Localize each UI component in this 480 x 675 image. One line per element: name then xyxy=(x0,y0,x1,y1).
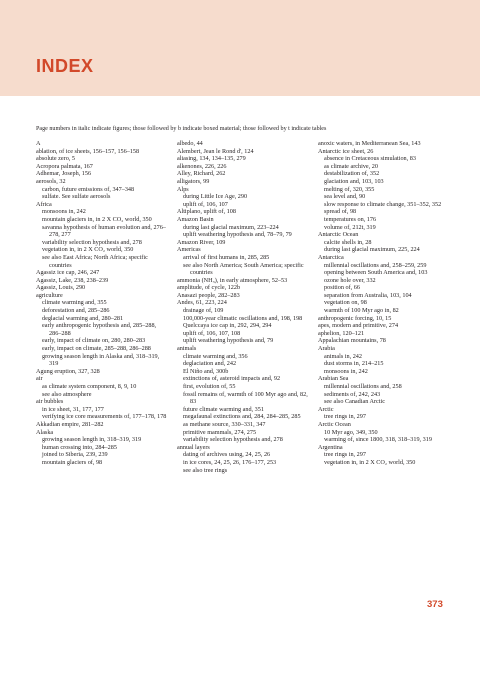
index-entry: alkenones, 226, 226 xyxy=(177,162,227,170)
index-entry: Anasazi people, 282–283 xyxy=(177,291,240,299)
index-subentry: climate warming and, 355 xyxy=(42,299,107,307)
index-subentry: tree rings in, 297 xyxy=(324,413,366,421)
index-subentry: spread of, 98 xyxy=(324,208,357,216)
index-entry: Americas xyxy=(177,246,201,254)
index-subentry: 100,000-year climatic oscillations and, 198, 198 xyxy=(183,314,303,322)
index-subentry: future climate warming and, 351 xyxy=(183,405,264,413)
index-subentry: vegetation on, 98 xyxy=(324,299,367,307)
index-subentry: during last glacial maximum, 223–224 xyxy=(183,223,279,231)
index-subentry: extinctions of, asteroid impacts and, 92 xyxy=(183,375,281,383)
index-subentry: warmth of 100 Myr ago in, 82 xyxy=(324,307,399,315)
index-entry: Antarctic Ocean xyxy=(318,231,359,239)
index-subentry: millennial oscillations and, 258–259, 259 xyxy=(324,261,427,269)
index-subentry: first, evolution of, 55 xyxy=(183,383,236,390)
index-subentry: vegetation in, in 2 X CO₂ world, 350 xyxy=(324,458,416,466)
index-subentry: primitive mammals, 274, 275 xyxy=(183,428,257,436)
index-subentry: millennial oscillations and, 258 xyxy=(324,383,402,390)
index-entry: Acropora palmata, 167 xyxy=(36,162,93,170)
index-column-1 xyxy=(36,140,170,467)
index-subentry: opening between South America and, 103 xyxy=(324,269,428,277)
index-subentry: sulfate. See sulfate aerosols xyxy=(42,193,111,201)
index-subentry: melting of, 320, 355 xyxy=(324,185,375,193)
index-subentry: see also Canadian Arctic xyxy=(324,398,385,406)
index-subentry: 10 Myr ago, 349, 350 xyxy=(324,428,378,436)
index-entry: Adhemar, Joseph, 156 xyxy=(36,170,92,178)
index-subentry: drainage of, 109 xyxy=(183,307,224,315)
index-entry: anthropogenic forcing, 10, 15 xyxy=(318,314,392,322)
index-subentry: animals in, 242 xyxy=(324,352,362,360)
index-entry: Africa xyxy=(36,200,52,208)
index-intro-note: Page numbers in italic indicate figures; those followed by b indicate boxed material; those followed by t indicate tables xyxy=(36,126,327,132)
index-subentry: mountain glaciers of, 98 xyxy=(42,458,103,466)
index-entry: absolute zero, 5 xyxy=(36,155,76,163)
index-subentry: glaciation and, 103, 103 xyxy=(324,177,384,185)
index-entry: Arabian Sea xyxy=(318,375,349,383)
index-entry: Arctic xyxy=(318,405,334,413)
index-entry: albedo, 44 xyxy=(177,140,203,147)
index-subentry: megafaunal extinctions and, 284, 284–285, 285 xyxy=(183,413,301,421)
index-subentry: slow response to climate change, 351–352, 352 xyxy=(324,200,442,208)
index-subentry: variability selection hypothesis and, 278 xyxy=(42,238,142,246)
index-subentry: mountain glaciers in, in 2 X CO₂ world, 350 xyxy=(42,215,152,223)
index-subentry: see also atmosphere xyxy=(42,390,92,398)
index-entry: Arctic Ocean xyxy=(318,420,351,428)
index-column-2 xyxy=(177,140,311,474)
index-subentry: position of, 66 xyxy=(324,284,360,292)
index-entry: annual layers xyxy=(177,443,210,451)
index-subentry: see also tree rings xyxy=(183,466,228,474)
index-subentry: as climate archive, 20 xyxy=(324,162,378,170)
index-entry: Amazon River, 109 xyxy=(177,238,226,246)
index-subentry: ozone hole over, 332 xyxy=(324,276,376,284)
index-subentry: growing season length in, 318–319, 319 xyxy=(42,436,142,444)
page-title: INDEX xyxy=(36,56,94,76)
index-subentry: Quelccaya ice cap in, 292, 294, 294 xyxy=(183,322,272,330)
index-subentry: monsoons in, 242 xyxy=(324,367,368,375)
index-subentry: fossil remains of, warmth of 100 Myr ago and, 82, 83 xyxy=(183,390,308,406)
index-entry: A xyxy=(36,140,41,147)
index-entry: Appalachian mountains, 78 xyxy=(318,337,386,345)
index-entry: air xyxy=(36,375,43,383)
index-subentry: uplift weathering hypothesis and, 78–79, 79 xyxy=(183,231,292,239)
index-entry: Alaska xyxy=(36,428,54,436)
index-entry: ammonia (NH₃), in early atmosphere, 52–53 xyxy=(177,276,288,284)
index-entry: Altiplano, uplift of, 108 xyxy=(177,208,236,216)
index-entry: Arabia xyxy=(318,345,335,353)
index-subentry: dating of archives using, 24, 25, 26 xyxy=(183,451,271,459)
index-entry: Argentina xyxy=(318,443,343,451)
index-entry: aliasing, 134, 134–135, 279 xyxy=(177,155,246,163)
index-subentry: monsoons in, 242 xyxy=(42,208,86,216)
index-entry: Amazon Basin xyxy=(177,215,214,223)
index-entry: Alps xyxy=(177,185,189,193)
index-subentry: absence in Cretaceous simulation, 83 xyxy=(324,155,416,163)
index-subentry: uplift weathering hypothesis and, 79 xyxy=(183,337,274,345)
index-subentry: in ice cores, 24, 25, 26, 176–177, 253 xyxy=(183,458,277,466)
header-band xyxy=(0,0,480,96)
index-entry: Agassiz, Louis, 290 xyxy=(36,284,86,292)
index-subentry: variability selection hypothesis and, 278 xyxy=(183,436,283,444)
index-subentry: carbon, future emissions of, 347–348 xyxy=(42,185,135,193)
index-entry: animals xyxy=(177,345,197,353)
index-entry: Andes, 61, 223, 224 xyxy=(177,299,227,307)
index-subentry: destabilization of, 352 xyxy=(324,170,380,178)
index-subentry: deforestation and, 285–286 xyxy=(42,307,110,315)
index-entry: Antarctic ice sheet, 26 xyxy=(318,147,374,155)
index-entry: aerosols, 32 xyxy=(36,177,66,185)
page-number: 373 xyxy=(427,599,443,610)
index-subentry: deglacial warming and, 280–281 xyxy=(42,314,124,322)
index-subentry: climate warming and, 356 xyxy=(183,352,248,360)
index-subentry: tree rings in, 297 xyxy=(324,451,366,459)
index-entry: Agung eruption, 327, 328 xyxy=(36,367,100,375)
index-entry: Agassiz ice cap, 246, 247 xyxy=(36,269,100,277)
index-subentry: sediments of, 242, 243 xyxy=(324,390,381,398)
index-entry: Alley, Richard, 262 xyxy=(177,170,226,178)
index-subentry: human crossing into, 284–285 xyxy=(42,443,117,451)
index-entry: ablation, of ice sheets, 156–157, 156–158 xyxy=(36,147,140,155)
index-subentry: separation from Australia, 103, 104 xyxy=(324,291,412,299)
index-subentry: see also East Africa; North Africa; specific countries xyxy=(42,253,148,269)
index-entry: apes, modern and primitive, 274 xyxy=(318,322,399,330)
index-subentry: El Niño and, 300b xyxy=(183,367,229,375)
index-subentry: sea level and, 90 xyxy=(324,193,366,201)
index-subentry: dust storms in, 214–215 xyxy=(324,360,384,368)
index-subentry: as climate system component, 8, 9, 10 xyxy=(42,383,137,390)
index-entry: Agassiz, Lake, 238, 238–239 xyxy=(36,276,109,284)
index-subentry: in ice sheet, 31, 177, 177 xyxy=(42,405,104,413)
index-entry: air bubbles xyxy=(36,398,64,406)
index-subentry: early, impact on climate, 285–288, 286–288 xyxy=(42,345,151,353)
index-subentry: growing season length in Alaska and, 318–319, 319 xyxy=(42,352,160,368)
index-subentry: verifying ice core measurements of, 177–178, 178 xyxy=(42,413,167,421)
index-subentry: see also North America; South America; specific countries xyxy=(183,261,304,277)
index-entry: Alembert, Jean le Rond d', 124 xyxy=(177,147,254,155)
index-entry: Akkadian empire, 281–282 xyxy=(36,420,104,428)
index-column-3 xyxy=(318,140,452,467)
index-subentry: volume of, 212t, 319 xyxy=(324,223,376,231)
index-subentry: savanna hypothesis of human evolution and, 276–278, 277 xyxy=(42,223,166,239)
index-entry: amplitude, of cycle, 122b xyxy=(177,284,241,292)
index-subentry: early, impact of climate on, 280, 280–283 xyxy=(42,337,146,345)
index-subentry: as methane source, 330–331, 347 xyxy=(183,420,266,428)
index-entry: Antarctica xyxy=(318,253,344,261)
index-subentry: during last glacial maximum, 225, 224 xyxy=(324,246,420,254)
index-subentry: during Little Ice Age, 290 xyxy=(183,193,248,201)
index-subentry: uplift of, 106, 107 xyxy=(183,200,228,208)
index-subentry: joined to Siberia, 239, 239 xyxy=(42,451,108,459)
index-subentry: calcite shells in, 28 xyxy=(324,238,372,246)
index-entry: aphelion, 120–121 xyxy=(318,329,365,337)
index-entry: alligators, 99 xyxy=(177,177,210,185)
index-entry: agriculture xyxy=(36,291,63,299)
index-entry: anoxic waters, in Mediterranean Sea, 143 xyxy=(318,140,421,147)
index-subentry: temperatures on, 176 xyxy=(324,215,377,223)
index-subentry: warming of, since 1800, 318, 318–319, 319 xyxy=(324,436,432,444)
index-subentry: vegetation in, in 2 X CO₂ world, 350 xyxy=(42,246,134,254)
index-subentry: early anthropogenic hypothesis and, 285–288, 286–288 xyxy=(42,322,157,337)
index-subentry: deglaciation and, 242 xyxy=(183,360,237,368)
index-subentry: uplift of, 106, 107, 108 xyxy=(183,329,241,337)
index-subentry: arrival of first humans in, 285, 285 xyxy=(183,253,270,261)
